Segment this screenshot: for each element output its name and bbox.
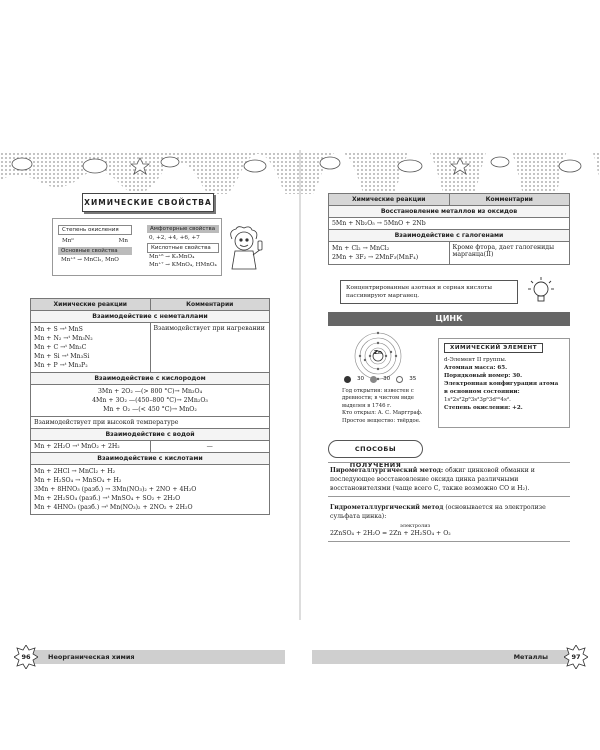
- hydro-method-title: Гидрометаллургический метод: [330, 504, 444, 511]
- comment-water: —: [150, 441, 270, 453]
- reaction-water: Mn + 2H₂O →ᵗ MnO₂ + 2H₂: [31, 441, 151, 453]
- reaction-line: Mn + N₂ →ᵗ Mn₃N₂: [34, 335, 93, 342]
- reaction-line: Mn + O₂ —(< 450 °C)→ MnO₂: [103, 406, 197, 413]
- amphoteric-column: [147, 225, 219, 271]
- oxidation-element: Mn: [118, 238, 128, 244]
- section-reduction: Восстановление металлов из оксидов: [329, 206, 570, 218]
- element-fact: Электронная конфигурация атома в основном состоянии:: [444, 381, 559, 395]
- electron-icon: [396, 376, 403, 383]
- hydro-method-text: (основывается на электролизе сульфата цинка):: [330, 504, 546, 520]
- hydrometallurgy-block: [328, 500, 570, 542]
- reaction-line: Mn + S →ᵗ MnS: [34, 326, 83, 333]
- pyro-method-title: Пирометаллургический метод:: [330, 467, 444, 474]
- protons-count: 30: [383, 376, 391, 382]
- reaction-line: 2Mn + 3F₂ → 2MnF₃(MnF₄): [332, 254, 419, 261]
- reaction-line: Mn + 2H₂SO₄ (разб.) →ᵗ MnSO₄ + SO₂ + 2H₂O: [34, 495, 181, 502]
- pyro-method-text: обжиг цинковой обманки и последующее восстановление оксида цинка различными восстановителями (чаще всего С, также возможно CO и H₂).: [330, 467, 535, 492]
- electrons-count: 35: [409, 376, 417, 382]
- oxidation-header: Степень окисления: [58, 225, 132, 235]
- zinc-section-banner: [328, 312, 570, 326]
- scientist-illustration: [224, 225, 264, 273]
- right-footer-title: Металлы: [513, 653, 548, 661]
- reaction-line: Mn + C →ᵗ Mn₃C: [34, 344, 87, 351]
- acidic-formula-2: Mn⁺⁷ → KMnO₄, HMnO₄: [149, 262, 217, 268]
- lightbulb-icon: [528, 276, 554, 308]
- element-box-title: ХИМИЧЕСКИЙ ЭЛЕМЕНТ: [444, 343, 543, 353]
- comment-nonmetals: Взаимодействует при нагревании: [150, 323, 270, 373]
- electrolysis-label: электролиз: [400, 523, 431, 529]
- reaction-reduction: 5Mn + Nb₂O₅ → 5MnO + 2Nb: [329, 218, 570, 230]
- chemical-element-box: [438, 338, 570, 428]
- element-fact: 1s²2s²2p⁶3s²3p⁶3d¹⁰4s².: [444, 397, 511, 403]
- amphoteric-label: Амфотерные свойства: [147, 225, 219, 233]
- reaction-line: 3Mn + 8HNO₃ (разб.) → 3Mn(NO₃)₂ + 2NO + 4H₂O: [34, 486, 197, 493]
- neutron-icon: [344, 376, 351, 383]
- reaction-line: Mn + 2HCl → MnCl₂ + H₂: [34, 468, 116, 475]
- note-box: [340, 280, 518, 304]
- pyrometallurgy-block: [328, 462, 570, 497]
- comment-oxygen: Взаимодействует при высокой температуре: [31, 417, 270, 429]
- right-page-number: 97: [571, 653, 581, 661]
- discovery-info: Год открытия: известен с древности; в чистом виде выделен в 1746 г. Кто открыл: А. С. Маргграф. Простое вещество: твёрдое.: [342, 388, 423, 424]
- oxidation-column: [58, 225, 132, 271]
- atom-symbol: Zn: [374, 350, 382, 356]
- element-fact: Порядковый номер: 30.: [444, 373, 523, 379]
- section-halogens: Взаимодействие с галогенами: [329, 230, 570, 242]
- reaction-line: Mn + 4HNO₃ (разб.) →ᵗ Mn(NO₃)₂ + 2NO₂ + 2H₂O: [34, 504, 193, 511]
- acidic-formula-1: Mn⁺⁶ → K₂MnO₄: [149, 254, 195, 260]
- reaction-line: Mn + H₂SO₄ → MnSO₄ + H₂: [34, 477, 122, 484]
- col-header-reactions: Химические реакции: [329, 194, 450, 206]
- reaction-line: 3Mn + 2O₂ —(> 800 °C)→ Mn₃O₄: [97, 388, 203, 395]
- section-oxygen: Взаимодействие с кислородом: [31, 373, 270, 385]
- col-header-comments: Комментарии: [150, 299, 270, 311]
- section-water: Взаимодействие с водой: [31, 429, 270, 441]
- left-page-number-badge: [14, 645, 38, 669]
- basic-properties-label: Основные свойства: [58, 247, 132, 255]
- left-footer-title: Неорганическая химия: [48, 653, 135, 661]
- element-fact: Степень окисления: +2.: [444, 405, 523, 411]
- oxidation-zero: Mn⁰: [62, 238, 74, 244]
- col-header-reactions: Химические реакции: [31, 299, 151, 311]
- left-page-number: 96: [21, 653, 31, 661]
- col-header-comments: Комментарии: [449, 194, 570, 206]
- atom-particle-legend: [344, 374, 424, 384]
- right-page-number-badge: [564, 645, 588, 669]
- right-page: [300, 0, 600, 750]
- element-fact: Атомная масса: 65.: [444, 365, 508, 371]
- comment-halogens: Кроме фтора, дает галогениды марганца(II): [449, 242, 570, 265]
- note-text: Концентрированные азотная и серная кислоты пассивируют марганец.: [346, 285, 492, 299]
- zinc-title: ЦИНК: [435, 314, 463, 323]
- right-footer-bar: [312, 650, 570, 664]
- neutrons-count: 30: [357, 376, 365, 382]
- oxidation-states-list: 0, +2, +4, +6, +7: [149, 235, 200, 241]
- reaction-line: Mn + Si →ᵗ Mn₃Si: [34, 353, 90, 360]
- oxidation-states-box: [52, 218, 222, 276]
- element-fact: d-Элемент II группы.: [444, 357, 507, 363]
- reaction-line: 4Mn + 3O₂ —(450–800 °C)→ 2Mn₂O₃: [92, 397, 208, 404]
- acidic-properties-label: Кислотные свойства: [147, 243, 219, 253]
- section-nonmetals: Взаимодействие с неметаллами: [31, 311, 270, 323]
- left-footer-bar: [30, 650, 285, 664]
- reaction-line: Mn + P →ᵗ Mn₃P₂: [34, 362, 88, 369]
- proton-icon: [370, 376, 377, 383]
- manganese-reactions-table-continued: [328, 193, 570, 265]
- production-methods-title: СПОСОБЫ ПОЛУЧЕНИЯ: [328, 440, 423, 458]
- section-title-chemical-properties: ХИМИЧЕСКИЕ СВОЙСТВА: [82, 193, 214, 212]
- section-acids: Взаимодействие с кислотами: [31, 453, 270, 465]
- reaction-line: Mn + Cl₂ → MnCl₂: [332, 245, 390, 252]
- manganese-reactions-table: [30, 298, 270, 515]
- basic-properties-formula: Mn⁺² → MnCl₂, MnO: [61, 257, 119, 263]
- hydro-equation: 2ZnSO₄ + 2H₂O = 2Zn + 2H₂SO₄ + O₂: [330, 530, 451, 537]
